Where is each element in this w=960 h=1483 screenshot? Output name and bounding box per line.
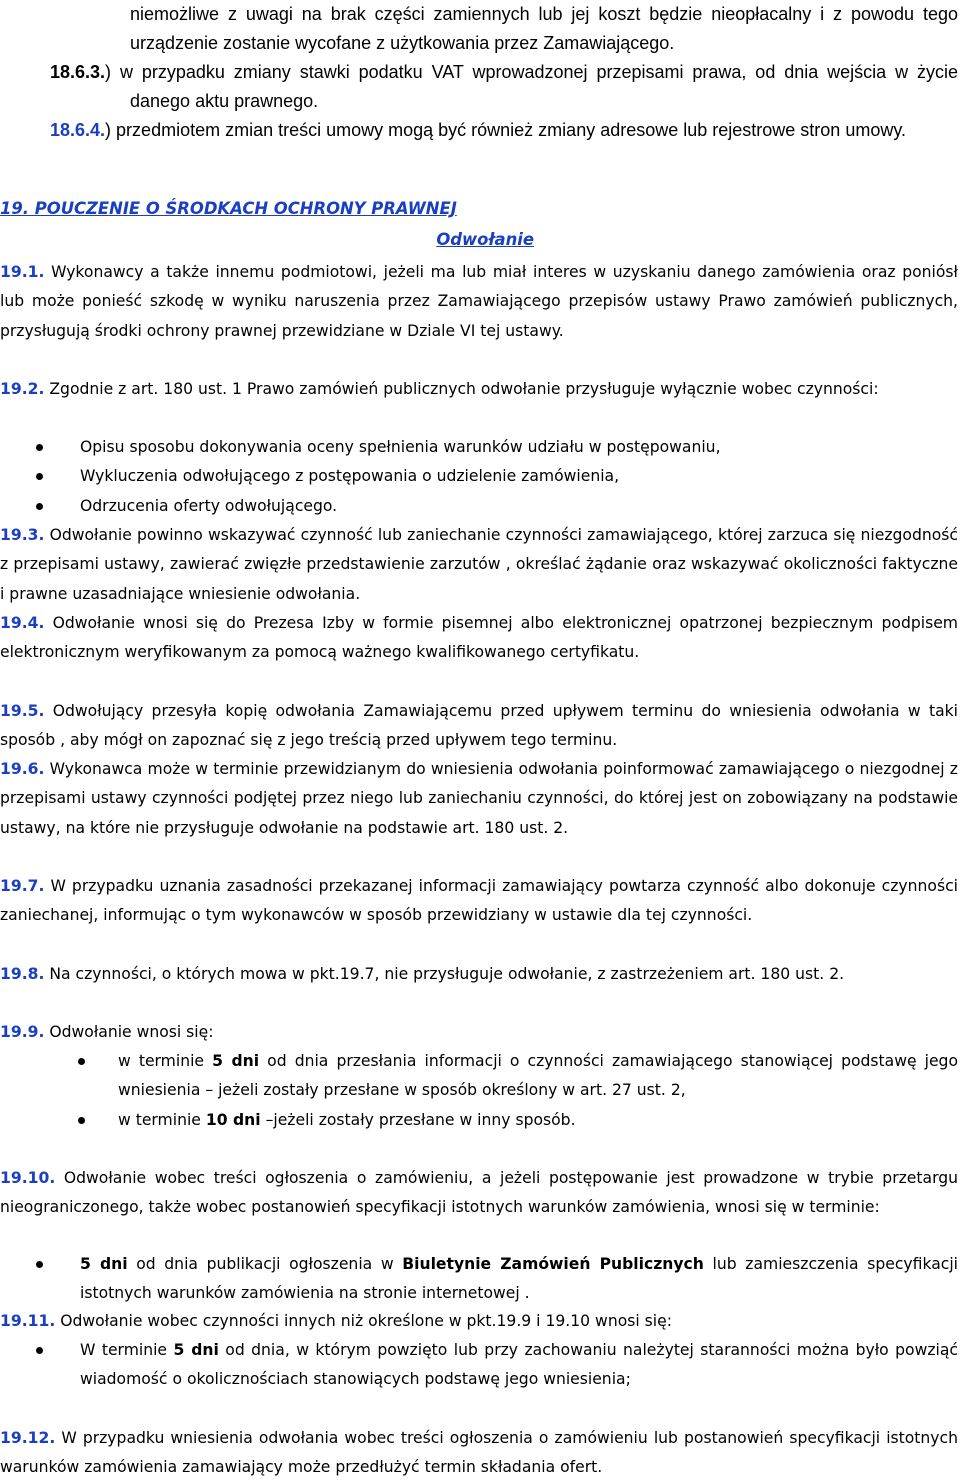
paragraph-number: 19.1. (0, 263, 45, 281)
list-item-text: Opisu sposobu dokonywania oceny spełnienia warunków udziału w postępowaniu, (80, 438, 721, 456)
paragraph-text: Odwołanie wnosi się: (44, 1023, 214, 1041)
section-18-6-2-continuation (0, 0, 958, 58)
bullet-icon (36, 473, 43, 480)
paragraph-19-8 (0, 960, 958, 989)
list-19-10 (0, 1250, 958, 1309)
list-item-text: od dnia publikacji ogłoszenia w (127, 1255, 403, 1273)
list-19-11 (0, 1336, 958, 1395)
paragraph-number: 19.3. (0, 526, 45, 544)
paragraph-number: 18.6.4. (50, 120, 106, 140)
list-item (0, 1047, 958, 1106)
paragraph-19-7 (0, 872, 958, 931)
paragraph-number: 18.6.3. (50, 62, 106, 82)
paragraph-number: 19.8. (0, 965, 45, 983)
bulletin-name: Biuletynie Zamówień Publicznych (402, 1255, 704, 1273)
paragraph-19-10 (0, 1164, 958, 1223)
bullet-icon (36, 1261, 43, 1268)
paragraph-text: Odwołanie wnosi się do Prezesa Izby w formie pisemnej albo elektronicznej opatrzonej bezpiecznym podpisem elektronicznym weryfikowanym za pomocą ważnego kwalifikowanego certyfikatu. (0, 614, 958, 662)
paragraph-19-5 (0, 697, 958, 756)
list-19-9 (0, 1047, 958, 1135)
paragraph-text: W przypadku uznania zasadności przekazanej informacji zamawiający powtarza czynność albo dokonuje czynności zaniechanej, informując o tym wykonawców w sposób przewidziany w ustawie dla tej czynności. (0, 877, 958, 925)
list-item (0, 1106, 958, 1135)
section-18-6-3 (0, 58, 958, 116)
section-heading: 19. POUCZENIE O ŚRODKACH OCHRONY PRAWNEJ (0, 199, 457, 218)
list-item (0, 433, 958, 462)
paragraph-text: Na czynności, o których mowa w pkt.19.7, nie przysługuje odwołanie, z zastrzeżeniem art. 180 ust. 2. (44, 965, 845, 983)
paragraph-paren: ) (105, 62, 112, 82)
paragraph-text: Odwołanie wobec treści ogłoszenia o zamówieniu, a jeżeli postępowanie jest prowadzone w trybie przetargu nieograniczonego, także wobec postanowień specyfikacji istotnych warunków zamówienia, wnosi się w terminie: (0, 1169, 958, 1217)
list-item (0, 1336, 958, 1395)
paragraph-text: niemożliwe z uwagi na brak części zamiennych lub jej koszt będzie nieopłacalny i z powodu tego urządzenie zostanie wycofane z użytkowania przez Zamawiającego. (130, 4, 958, 53)
list-item-text: od dnia przesłania informacji o czynności zamawiającego stanowiącej podstawę jego wniesienia – jeżeli zostały przesłane w sposób określony w art. 27 ust. 2, (118, 1052, 958, 1100)
bullet-icon (36, 444, 43, 451)
paragraph-paren: ) (105, 120, 112, 140)
paragraph-19-1 (0, 258, 958, 346)
paragraph-number: 19.7. (0, 877, 45, 895)
paragraph-19-12 (0, 1424, 958, 1483)
deadline-bold: 5 dni (212, 1052, 260, 1070)
bullet-icon (36, 1347, 43, 1354)
list-item-text: –jeżeli zostały przesłane w inny sposób. (260, 1110, 576, 1129)
list-item-text: Odrzucenia oferty odwołującego. (80, 496, 338, 515)
deadline-bold: 5 dni (80, 1255, 128, 1273)
paragraph-19-6 (0, 755, 958, 843)
paragraph-number: 19.9. (0, 1023, 45, 1041)
bullet-icon (78, 1117, 85, 1124)
paragraph-19-9 (0, 1018, 958, 1047)
bullet-icon (78, 1058, 85, 1065)
section-subheading: Odwołanie (436, 230, 534, 249)
list-item (0, 462, 958, 491)
paragraph-19-2 (0, 375, 958, 404)
paragraph-number: 19.10. (0, 1169, 56, 1187)
list-item-text: Wykluczenia odwołującego z postępowania o udzielenie zamówienia, (80, 467, 620, 486)
paragraph-number: 19.12. (0, 1429, 56, 1447)
list-item-text: od dnia, w którym powzięto lub przy zachowaniu należytej staranności można było powziąć wiadomość o okolicznościach stanowiących podstawę jego wniesienia; (80, 1341, 958, 1389)
list-item-text: lub zamieszczenia specyfikacji istotnych warunków zamówienia na stronie internetowej . (80, 1255, 958, 1303)
paragraph-text: Odwołanie powinno wskazywać czynność lub zaniechanie czynności zamawiającego, której zarzuca się niezgodność z przepisami ustawy, zawierać zwięzłe przedstawienie zarzutów , określać żądanie oraz wskazywać okoliczności faktyczne i prawne uzasadniające wniesienie odwołania. (0, 526, 958, 603)
paragraph-text: Odwołujący przesyła kopię odwołania Zamawiającemu przed upływem terminu do wniesienia odwołania w taki sposób , aby mógł on zapoznać się z jego treścią przed upływem tego terminu. (0, 702, 958, 750)
list-item (0, 492, 958, 521)
paragraph-text: przedmiotem zmian treści umowy mogą być również zmiany adresowe lub rejestrowe stron umowy. (111, 120, 906, 140)
paragraph-number: 19.4. (0, 614, 45, 632)
paragraph-number: 19.2. (0, 380, 45, 398)
deadline-bold: 10 dni (205, 1110, 261, 1129)
paragraph-text: w przypadku zmiany stawki podatku VAT wprowadzonej przepisami prawa, od dnia wejścia w życie danego aktu prawnego. (111, 62, 958, 111)
paragraph-text: Wykonawcy a także innemu podmiotowi, jeżeli ma lub miał interes w uzyskaniu danego zamówienia oraz poniósł lub może ponieść szkodę w wyniku naruszenia przez Zamawiającego przepisów ustawy Prawo zamówień publicznych, przysługują środki ochrony prawnej przewidziane w Dziale VI tej ustawy. (0, 263, 958, 340)
section-18-6-4 (0, 116, 958, 145)
paragraph-19-11 (0, 1307, 958, 1336)
paragraph-number: 19.11. (0, 1312, 56, 1330)
list-item (0, 1250, 958, 1309)
bullet-icon (36, 503, 43, 510)
paragraph-number: 19.6. (0, 760, 45, 778)
deadline-bold: 5 dni (173, 1341, 219, 1359)
paragraph-text: Zgodnie z art. 180 ust. 1 Prawo zamówień publicznych odwołanie przysługuje wyłącznie wobec czynności: (44, 380, 879, 398)
paragraph-text: Odwołanie wobec czynności innych niż określone w pkt.19.9 i 19.10 wnosi się: (55, 1312, 672, 1330)
list-item-text: w terminie (118, 1052, 213, 1070)
paragraph-text: Wykonawca może w terminie przewidzianym do wniesienia odwołania poinformować zamawiającego o niezgodnej z przepisami ustawy czynności podjętej przez niego lub zaniechaniu czynności, do której jest on zobowiązany na podstawie ustawy, na które nie przysługuje odwołanie na podstawie art. 180 ust. 2. (0, 760, 958, 837)
paragraph-number: 19.5. (0, 702, 45, 720)
list-19-2 (0, 433, 958, 521)
paragraph-text: W przypadku wniesienia odwołania wobec treści ogłoszenia o zamówieniu lub postanowień specyfikacji istotnych warunków zamówienia zamawiający może przedłużyć termin składania ofert. (0, 1429, 958, 1477)
paragraph-19-4 (0, 609, 958, 668)
list-item-text: W terminie (80, 1341, 174, 1359)
paragraph-19-3 (0, 521, 958, 609)
list-item-text: w terminie (118, 1110, 206, 1129)
